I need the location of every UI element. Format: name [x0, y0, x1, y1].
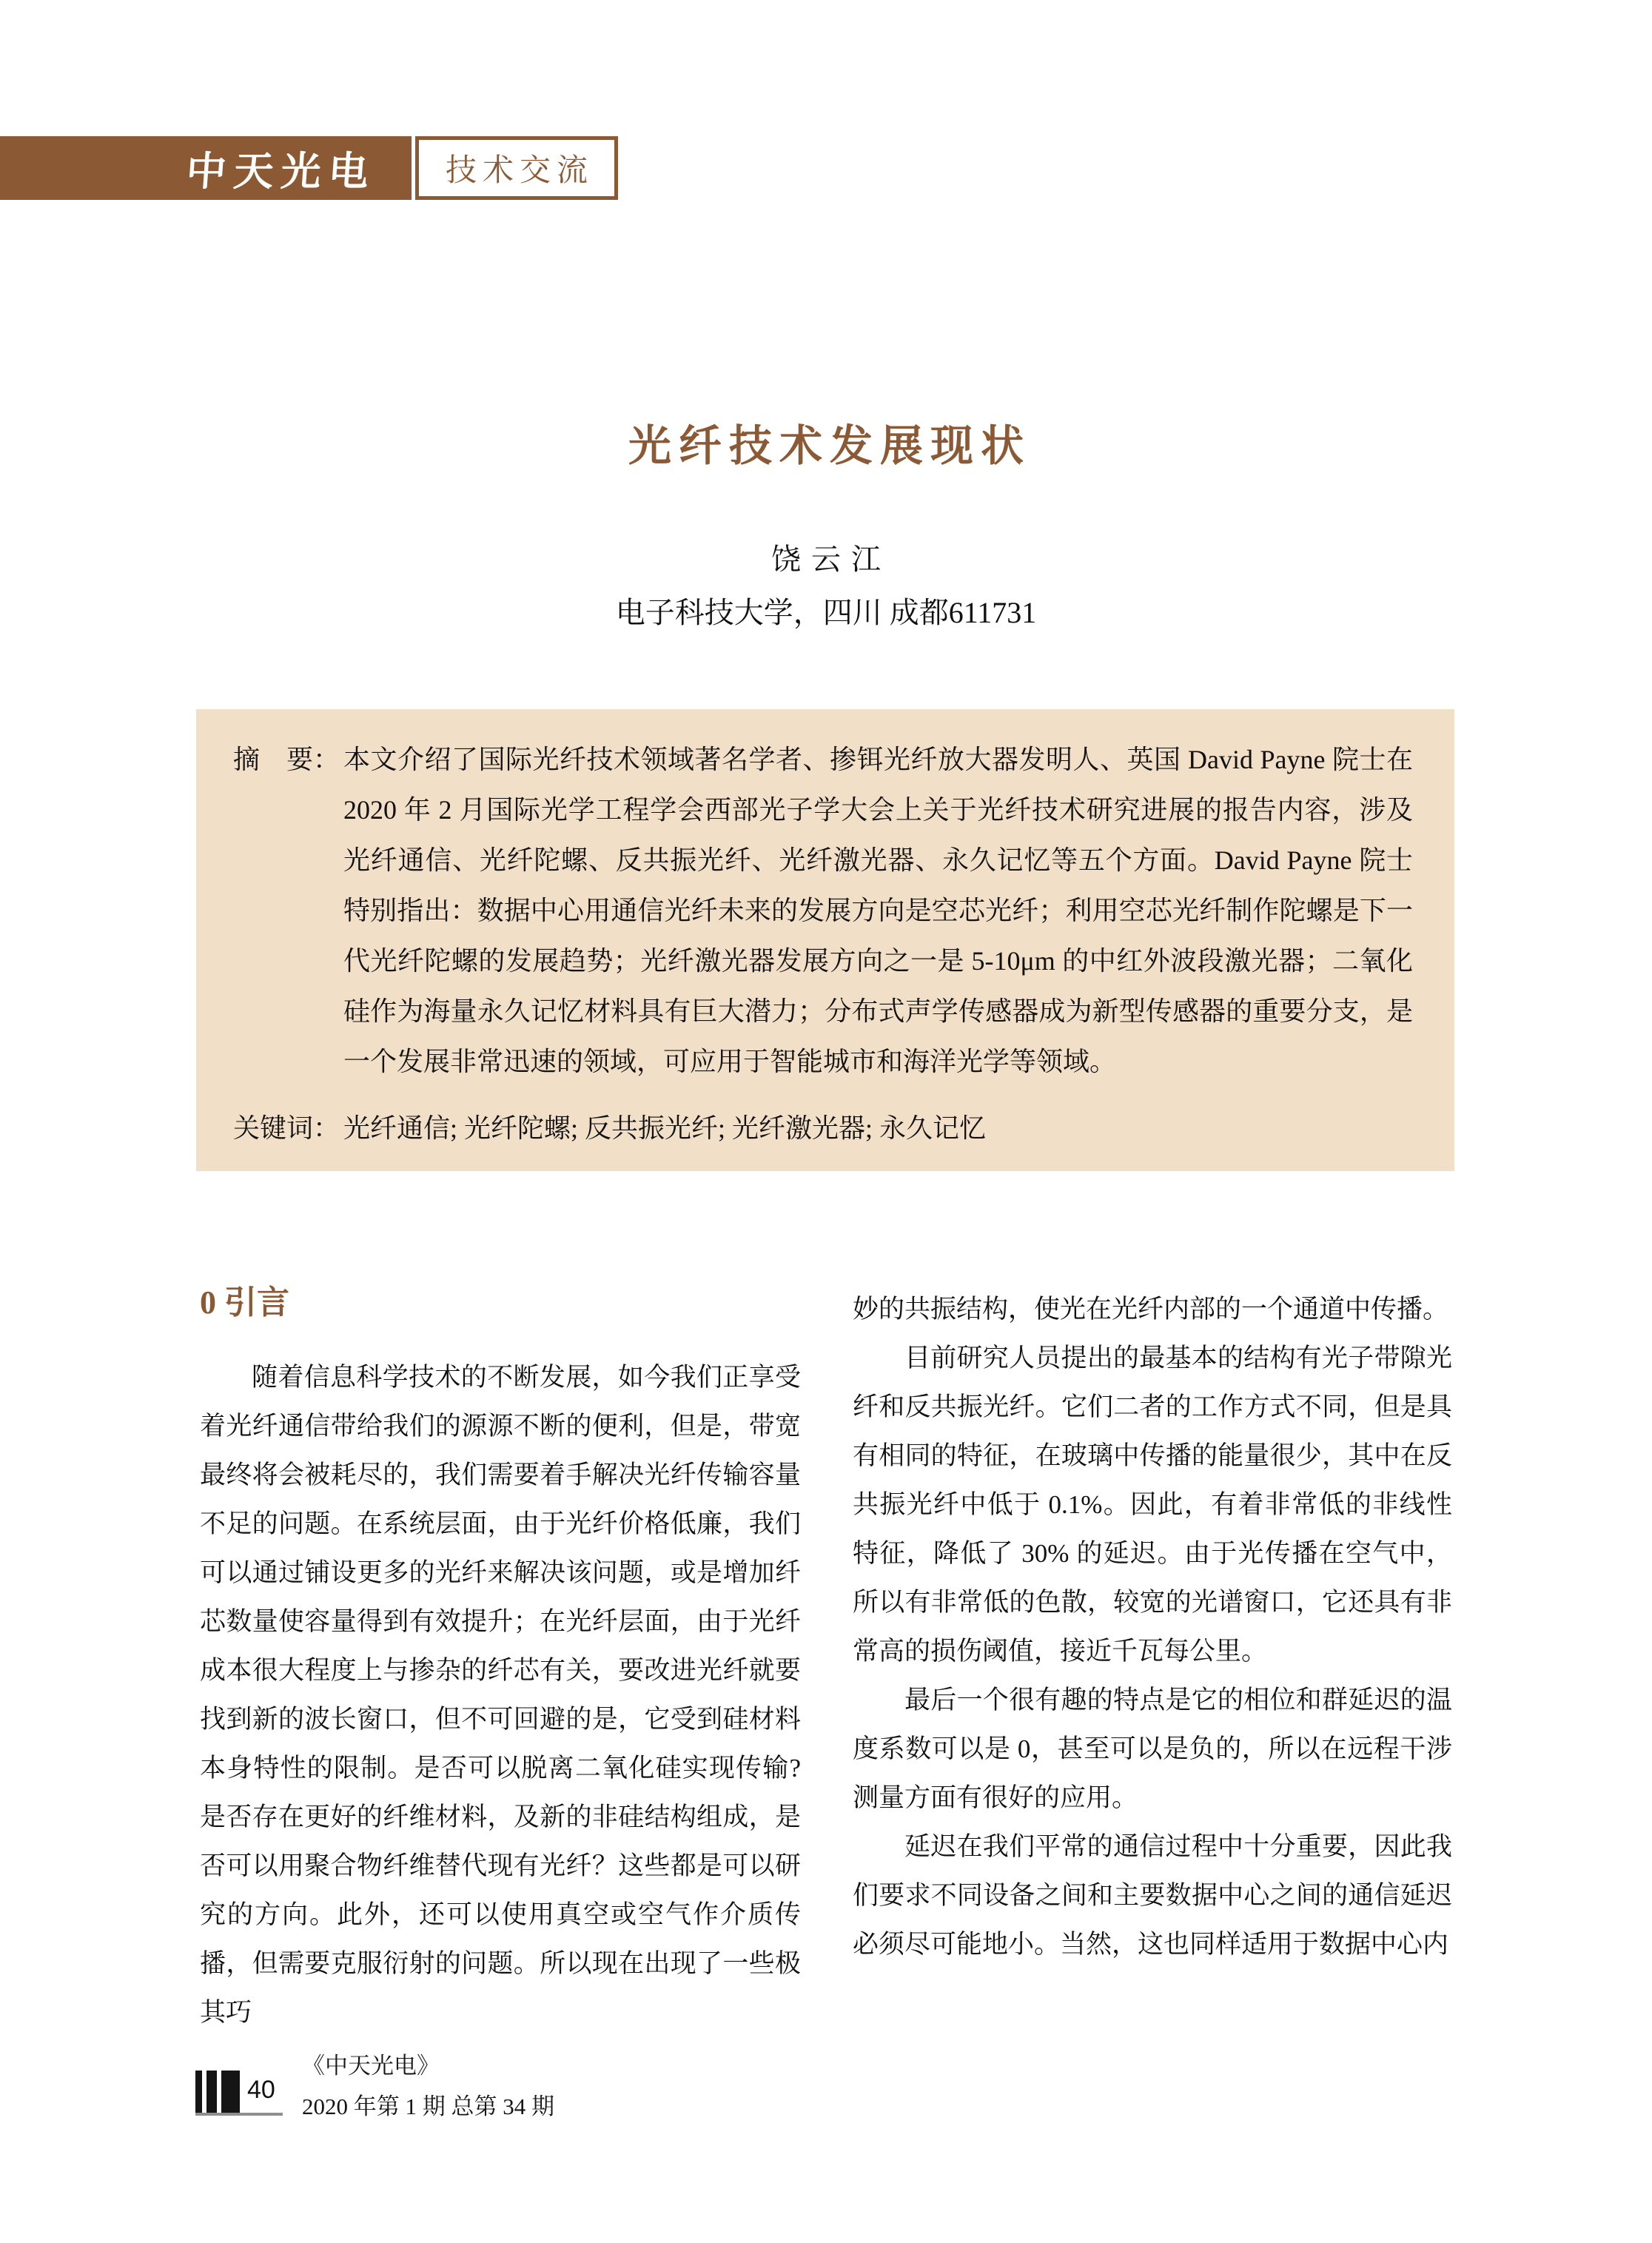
journal-name: 《中天光电》: [302, 2053, 440, 2079]
column-tag-label: 技术交流: [445, 152, 594, 187]
body-paragraph: 目前研究人员提出的最基本的结构有光子带隙光纤和反共振光纤。它们二者的工作方式不同，但是具有相同的特征，在玻璃中传播的能量很少，其中在反共振光纤中低于 0.1%。因此，有着非常低的非线性特征，降低了 30% 的延迟。由于光传播在空气中，所以有非常低的色散，较宽的光谱窗口，它还具有非常高的损伤阈值，接近千瓦每公里。: [853, 1344, 1452, 1666]
section-heading: 0 引言: [200, 1284, 289, 1321]
bar-glyph: [221, 2071, 240, 2113]
brand-logo-text: 中天光电: [184, 149, 377, 194]
article-author: 饶云江: [771, 543, 891, 576]
issue-info: 2020 年第 1 期 总第 34 期: [302, 2093, 554, 2119]
body-paragraph: 妙的共振结构，使光在光纤内部的一个通道中传播。: [853, 1295, 1449, 1324]
article-title: 光纤技术发展现状: [628, 422, 1031, 470]
body-paragraph: 延迟在我们平常的通信过程中十分重要，因此我们要求不同设备之间和主要数据中心之间的通信延迟必须尽可能地小。当然，这也同样适用于数据中心内: [853, 1832, 1452, 1959]
body-paragraph: 随着信息科学技术的不断发展，如今我们正享受着光纤通信带给我们的源源不断的便利，但是，带宽最终将会被耗尽的，我们需要着手解决光纤传输容量不足的问题。在系统层面，由于光纤价格低廉，我们可以通过铺设更多的光纤来解决该问题，或是增加纤芯数量使容量得到有效提升；在光纤层面，由于光纤成本很大程度上与掺杂的纤芯有关，要改进光纤就要找到新的波长窗口，但不可回避的是，它受到硅材料本身特性的限制。是否可以脱离二氧化硅实现传输? 是否存在更好的纤维材料，及新的非硅结构组成，是否可以用聚合物纤维替代现有光纤？这些都是可以研究的方向。此外，还可以使用真空或空气作介质传播，但需要克服衍射的问题。所以现在出现了一些极其巧: [200, 1363, 801, 2027]
abstract-text: 本文介绍了国际光纤技术领域著名学者、掺铒光纤放大器发明人、英国 David Payne 院士在 2020 年 2 月国际光学工程学会西部光子学大会上关于光纤技术研究进展的报告内容，涉及光纤通信、光纤陀螺、反共振光纤、光纤激光器、永久记忆等五个方面。David Payne 院士特别指出：数据中心用通信光纤未来的发展方向是空芯光纤；利用空芯光纤制作陀螺是下一代光纤陀螺的发展趋势；光纤激光器发展方向之一是 5-10μm 的中红外波段激光器；二氧化硅作为海量永久记忆材料具有巨大潜力；分布式声学传感器成为新型传感器的重要分支，是一个发展非常迅速的领域，可应用于智能城市和海洋光学等领域。: [343, 745, 1413, 1076]
body-column-right: [853, 1285, 1452, 1969]
abstract-label: 摘 要：: [233, 745, 340, 774]
keywords-label: 关键词：: [233, 1113, 340, 1143]
abstract-box: [196, 709, 1454, 1171]
brand-bar: [0, 136, 412, 200]
keywords-row: [233, 1103, 1413, 1153]
page-number-block: [195, 2070, 283, 2116]
body-column-left: [200, 1284, 801, 2037]
abstract-row: [233, 734, 1413, 1087]
page-marker-bars-icon: [195, 2070, 240, 2113]
keywords-text: 光纤通信; 光纤陀螺; 反共振光纤; 光纤激光器; 永久记忆: [343, 1113, 987, 1143]
article-affiliation: 电子科技大学，四川 成都611731: [615, 596, 1037, 629]
bar-glyph: [206, 2071, 217, 2113]
bar-glyph: [195, 2071, 202, 2113]
column-tag-box: [415, 136, 618, 200]
page-number: 40: [247, 2076, 275, 2104]
journal-info: [302, 2045, 554, 2127]
body-paragraph: 最后一个很有趣的特点是它的相位和群延迟的温度系数可以是 0，甚至可以是负的，所以在远程干涉测量方面有很好的应用。: [853, 1686, 1452, 1812]
